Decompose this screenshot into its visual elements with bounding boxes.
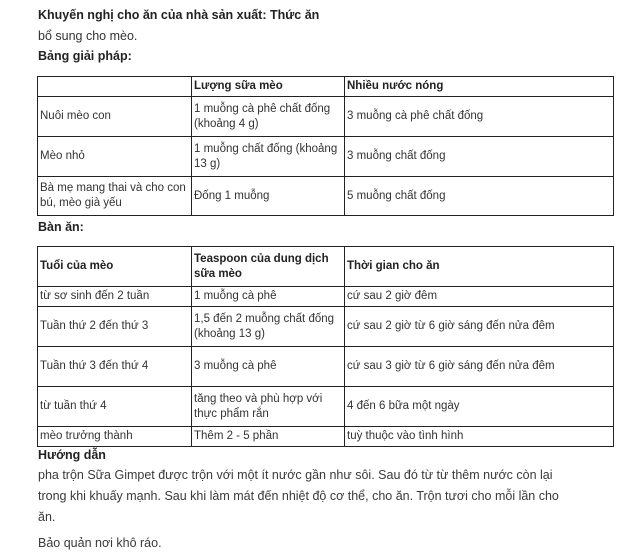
solution-table-header-row bbox=[38, 77, 614, 97]
table-row bbox=[38, 347, 614, 387]
table-cell: 3 muỗng cà phê chất đống bbox=[345, 97, 614, 137]
table-cell: 1 muỗng cà phê bbox=[192, 287, 345, 307]
table-cell: 1 muỗng chất đống (khoảng 13 g) bbox=[192, 137, 345, 177]
instructions-line-3: ăn. bbox=[38, 510, 56, 524]
table-cell: cứ sau 2 giờ đêm bbox=[345, 287, 614, 307]
table-row bbox=[38, 307, 614, 347]
feeding-table bbox=[37, 246, 614, 447]
instructions-line-1: pha trộn Sữa Gimpet được trộn với một ít nước gần như sôi. Sau đó từ từ thêm nước còn lại bbox=[38, 468, 553, 482]
solution-table bbox=[37, 76, 614, 216]
intro-subtext: bổ sung cho mèo. bbox=[38, 29, 138, 43]
table-cell: Tuần thứ 3 đến thứ 4 bbox=[38, 347, 192, 387]
table-cell: Tuần thứ 2 đến thứ 3 bbox=[38, 307, 192, 347]
table-cell: từ sơ sinh đến 2 tuần bbox=[38, 287, 192, 307]
solution-table-title: Bảng giải pháp: bbox=[38, 49, 132, 63]
solution-header-hot-water: Nhiều nước nóng bbox=[345, 77, 614, 97]
table-cell: tuỳ thuộc vào tình hình bbox=[345, 427, 614, 447]
table-row bbox=[38, 287, 614, 307]
table-cell: 4 đến 6 bữa một ngày bbox=[345, 387, 614, 427]
storage-note: Bảo quản nơi khô ráo. bbox=[38, 536, 162, 550]
table-cell: 3 muỗng chất đống bbox=[345, 137, 614, 177]
table-cell: cứ sau 3 giờ từ 6 giờ sáng đến nửa đêm bbox=[345, 347, 614, 387]
solution-header-milk-amount: Lượng sữa mèo bbox=[192, 77, 345, 97]
instructions-title: Hướng dẫn bbox=[38, 448, 106, 462]
table-cell: Mèo nhỏ bbox=[38, 137, 192, 177]
table-cell: 5 muỗng chất đống bbox=[345, 177, 614, 216]
table-cell: 3 muỗng cà phê bbox=[192, 347, 345, 387]
feeding-table-title: Bàn ăn: bbox=[38, 220, 84, 234]
table-cell: tăng theo và phù hợp với thực phẩm rắn bbox=[192, 387, 345, 427]
table-cell: cứ sau 2 giờ từ 6 giờ sáng đến nửa đêm bbox=[345, 307, 614, 347]
table-cell: Thêm 2 - 5 phần bbox=[192, 427, 345, 447]
table-row bbox=[38, 137, 614, 177]
feeding-header-age: Tuổi của mèo bbox=[38, 247, 192, 287]
feeding-header-teaspoon: Teaspoon của dung dịch sữa mèo bbox=[192, 247, 345, 287]
instructions-line-2: trong khi khuấy mạnh. Sau khi làm mát đến nhiệt độ cơ thể, cho ăn. Trộn tươi cho mỗi lần cho bbox=[38, 489, 559, 503]
table-cell: 1,5 đến 2 muỗng chất đống (khoảng 13 g) bbox=[192, 307, 345, 347]
table-cell: từ tuần thứ 4 bbox=[38, 387, 192, 427]
solution-header-empty bbox=[38, 77, 192, 97]
intro-heading: Khuyến nghị cho ăn của nhà sản xuất: Thức ăn bbox=[38, 8, 320, 22]
table-cell: 1 muỗng cà phê chất đống (khoảng 4 g) bbox=[192, 97, 345, 137]
table-cell: mèo trưởng thành bbox=[38, 427, 192, 447]
table-row bbox=[38, 387, 614, 427]
feeding-table-header-row bbox=[38, 247, 614, 287]
table-cell: Bà mẹ mang thai và cho con bú, mèo già yếu bbox=[38, 177, 192, 216]
table-row bbox=[38, 177, 614, 216]
feeding-header-time: Thời gian cho ăn bbox=[345, 247, 614, 287]
table-row bbox=[38, 427, 614, 447]
table-cell: Đống 1 muỗng bbox=[192, 177, 345, 216]
table-cell: Nuôi mèo con bbox=[38, 97, 192, 137]
table-row bbox=[38, 97, 614, 137]
